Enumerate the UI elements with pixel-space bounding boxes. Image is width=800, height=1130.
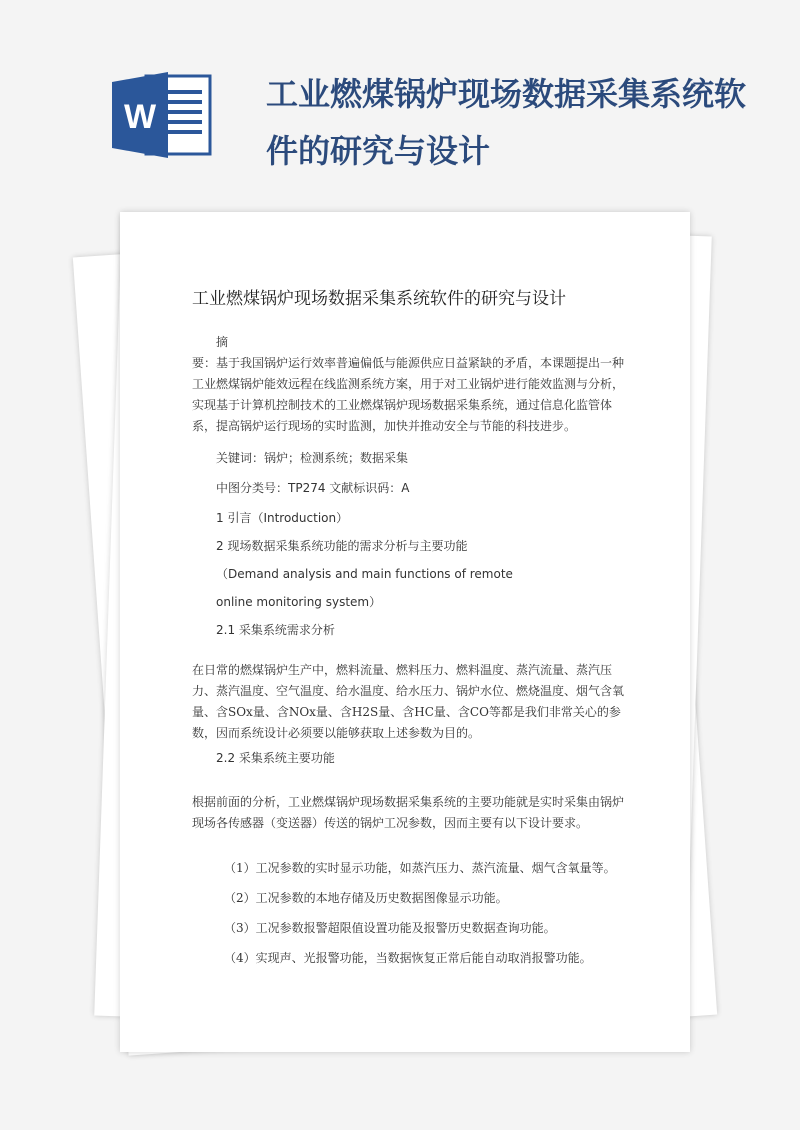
section-heading: 2 现场数据采集系统功能的需求分析与主要功能	[216, 539, 468, 553]
document-content	[120, 212, 690, 1052]
keywords: 关键词：锅炉；检测系统；数据采集	[216, 451, 409, 465]
section-heading-en: online monitoring system）	[216, 595, 382, 609]
subsection-heading: 2.1 采集系统需求分析	[216, 623, 335, 637]
word-document-icon	[112, 70, 212, 160]
abstract-body: 要：基于我国锅炉运行效率普遍偏低与能源供应日益紧缺的矛盾，本课题提出一种工业燃煤锅炉能效远程在线监测系统方案，用于对工业锅炉进行能效监测与分析，实现基于计算机控制技术的工业燃煤锅炉现场数据采集系统，通过信息化监管体系，提高锅炉运行现场的实时监测，加快并推动安全与节能的科技进步。	[192, 356, 625, 433]
classification: 中图分类号：TP274 文献标识码：A	[216, 481, 410, 495]
section-heading: 1 引言（Introduction）	[216, 511, 349, 525]
section-heading-en: （Demand analysis and main functions of remote	[216, 567, 513, 581]
paragraph: 根据前面的分析，工业燃煤锅炉现场数据采集系统的主要功能就是实时采集由锅炉现场各传感器（变送器）传送的锅炉工况参数，因而主要有以下设计要求。	[192, 795, 625, 830]
svg-text:W: W	[123, 98, 157, 136]
list-item: （2）工况参数的本地存储及历史数据图像显示功能。	[224, 891, 508, 905]
banner-title: 工业燃煤锅炉现场数据采集系统软件的研究与设计	[266, 75, 747, 170]
paragraph: 在日常的燃煤锅炉生产中，燃料流量、燃料压力、燃料温度、蒸汽流量、蒸汽压力、蒸汽温度、空气温度、给水温度、给水压力、锅炉水位、燃烧温度、烟气含氧量、含SOx量、含NOx量、含H2S量、含HC量、含CO等都是我们非常关心的参数，因而系统设计必须要以能够获取上述参数为目的。	[192, 663, 625, 740]
list-item: （4）实现声、光报警功能，当数据恢复正常后能自动取消报警功能。	[224, 951, 592, 965]
list-item: （3）工况参数报警超限值设置功能及报警历史数据查询功能。	[224, 921, 556, 935]
document-title: 工业燃煤锅炉现场数据采集系统软件的研究与设计	[192, 289, 566, 309]
abstract-label: 摘	[216, 335, 229, 349]
list-item: （1）工况参数的实时显示功能，如蒸汽压力、蒸汽流量、烟气含氧量等。	[224, 861, 616, 875]
subsection-heading: 2.2 采集系统主要功能	[216, 751, 335, 765]
